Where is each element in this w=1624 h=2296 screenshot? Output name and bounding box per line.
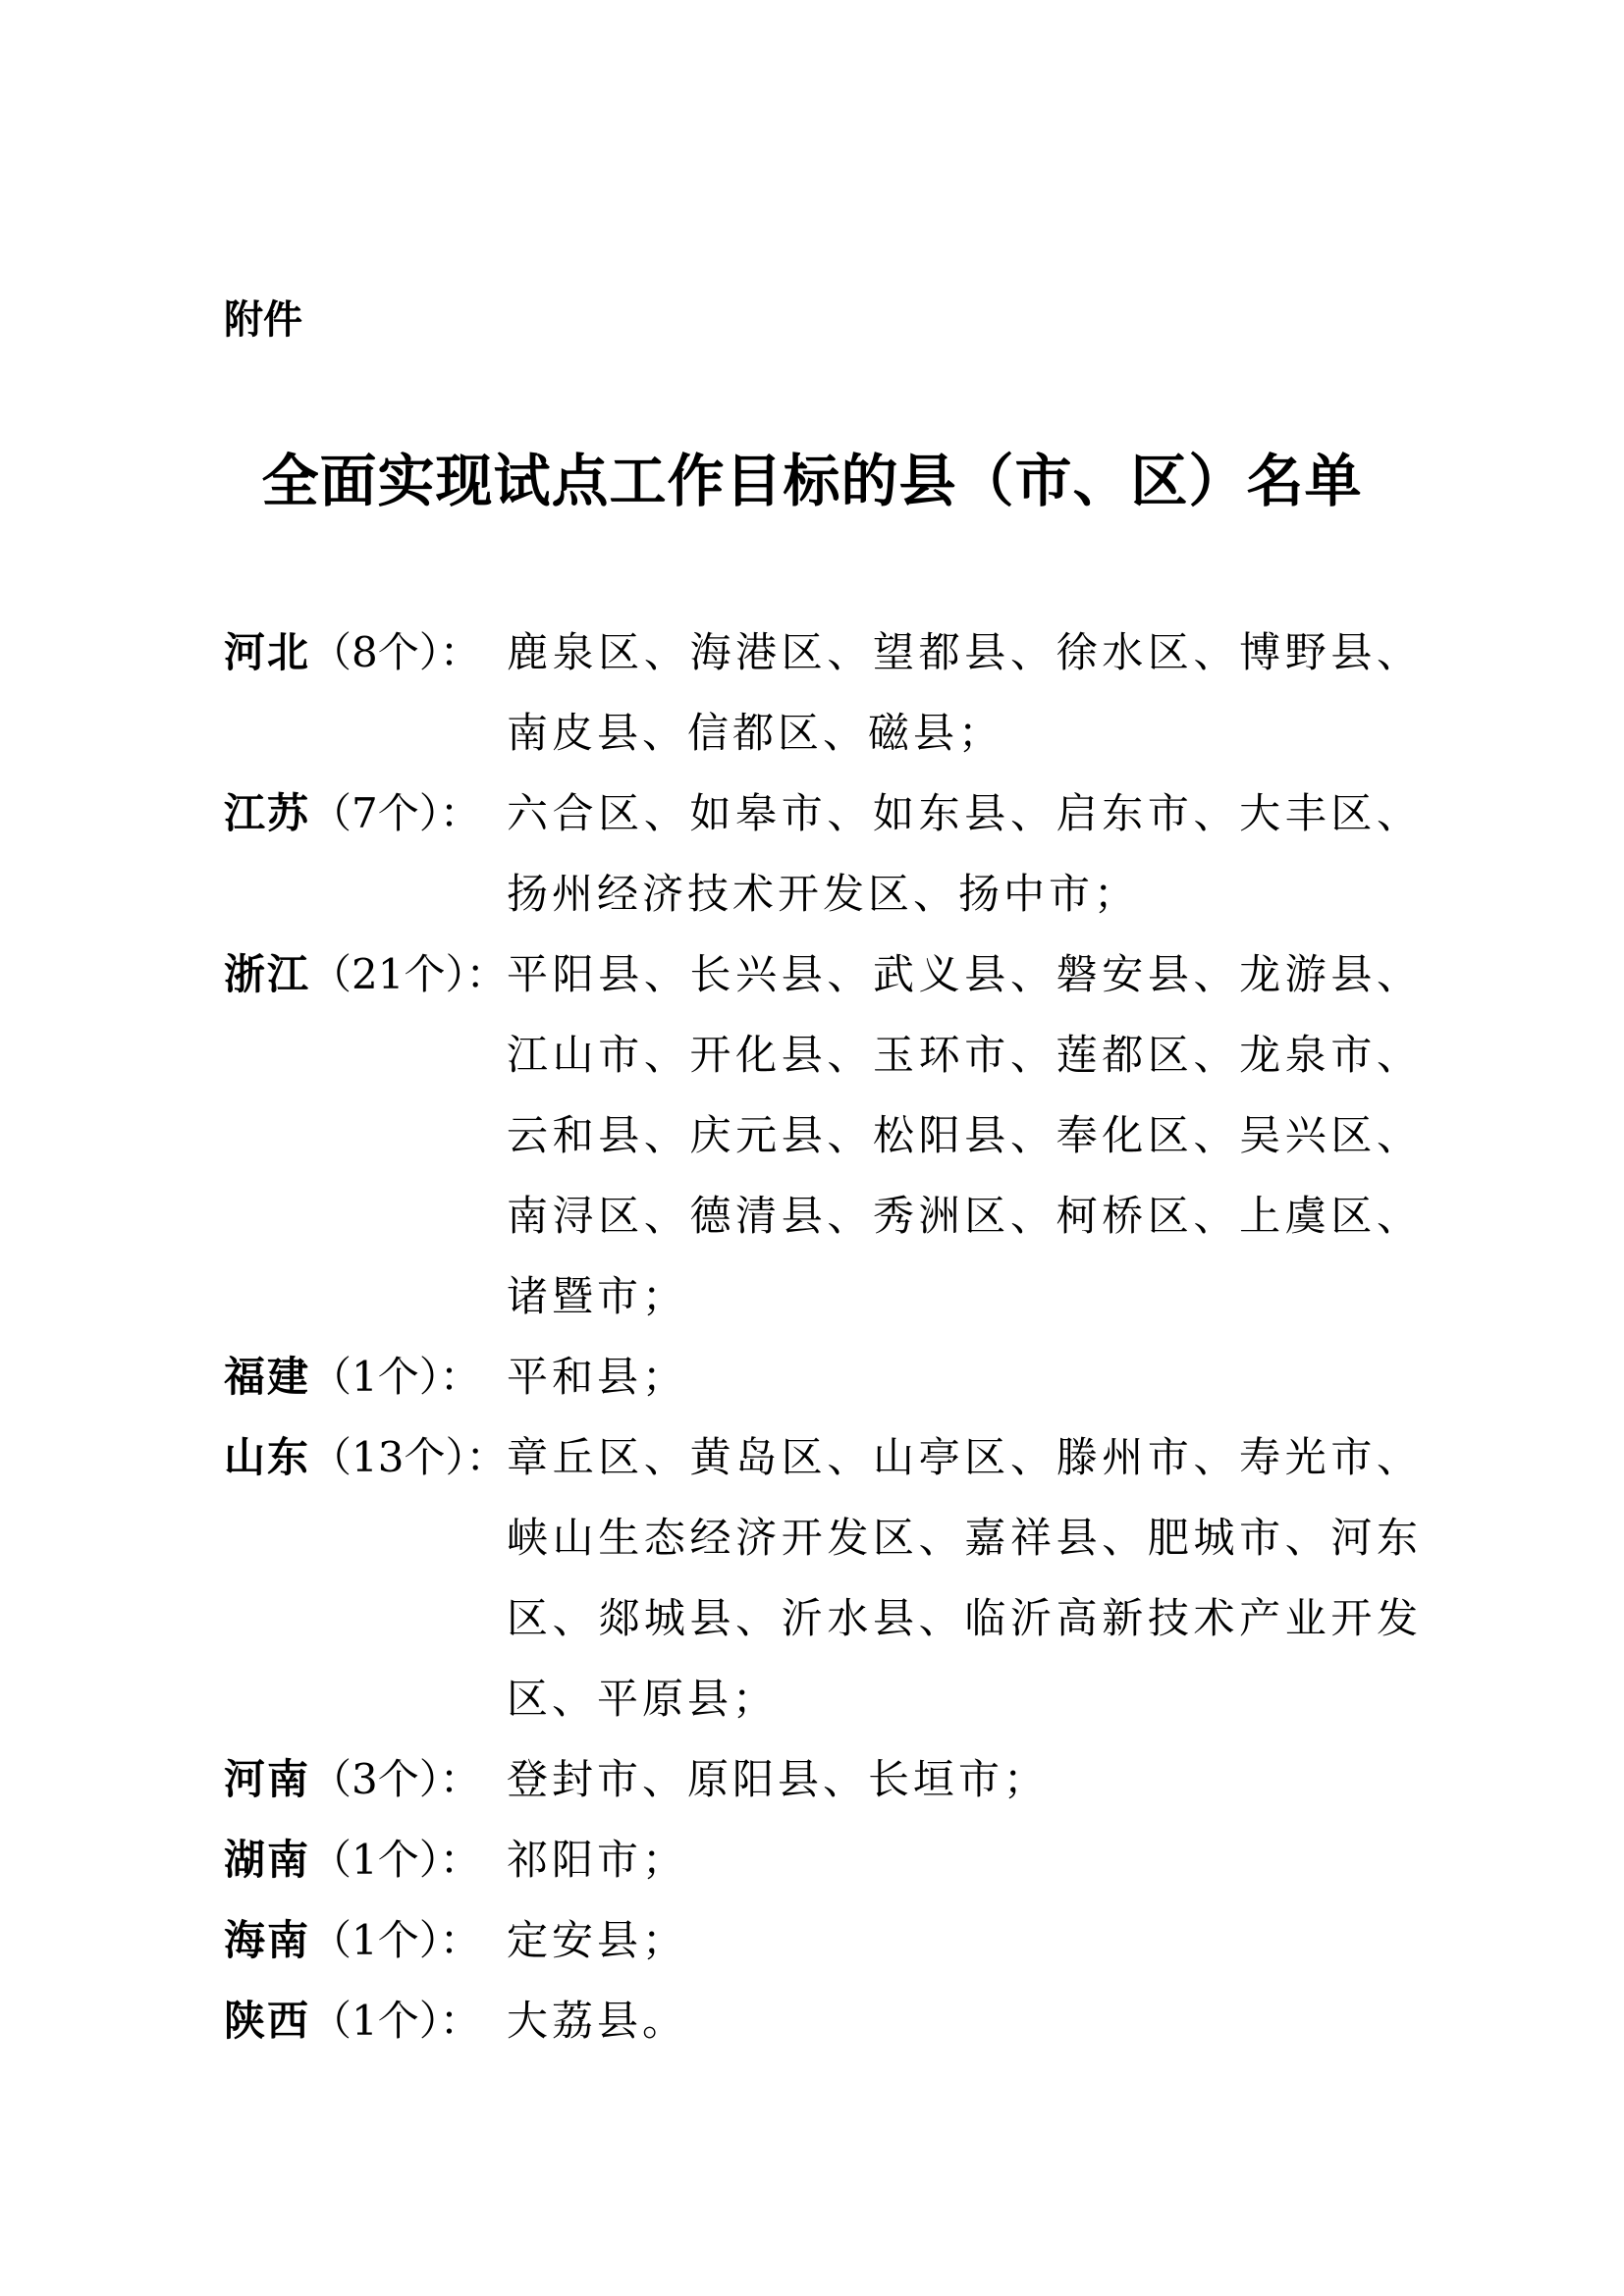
county-names: 平和县； bbox=[507, 1353, 688, 1401]
entry-label bbox=[224, 1739, 507, 1820]
entry-label bbox=[224, 934, 507, 1015]
county-names: 鹿泉区、海港区、望都县、徐水区、博野县、南皮县、信都区、磁县； bbox=[507, 628, 1422, 757]
entry-label bbox=[224, 613, 507, 693]
province-name: 海南 bbox=[224, 1916, 311, 1964]
county-names: 六合区、如皋市、如东县、启东市、大丰区、扬州经济技术开发区、扬中市； bbox=[507, 789, 1422, 918]
province-count: （1个）： bbox=[310, 1836, 481, 1884]
county-names: 平阳县、长兴县、武义县、磐安县、龙游县、江山市、开化县、玉环市、莲都区、龙泉市、云和县、庆元县、松阳县、奉化区、吴兴区、南浔区、德清县、秀洲区、柯桥区、上虞区、诸暨市； bbox=[507, 950, 1422, 1320]
province-name: 陕西 bbox=[224, 1997, 311, 2045]
list-item-hebei bbox=[224, 613, 1422, 774]
list-item-shandong bbox=[224, 1417, 1422, 1739]
entry-label bbox=[224, 1820, 507, 1900]
province-count: （7个）： bbox=[310, 789, 481, 837]
entry-label bbox=[224, 1981, 507, 2061]
province-count: （13个）： bbox=[310, 1433, 508, 1481]
province-count: （21个）： bbox=[310, 950, 508, 998]
province-count: （8个）： bbox=[310, 628, 481, 676]
list-item-jiangsu bbox=[224, 774, 1422, 934]
province-name: 江苏 bbox=[224, 789, 311, 837]
list-item-hunan bbox=[224, 1820, 1422, 1900]
province-count: （1个）： bbox=[310, 1916, 481, 1964]
province-name: 山东 bbox=[224, 1433, 311, 1481]
entry-label bbox=[224, 774, 507, 854]
entry-label bbox=[224, 1337, 507, 1417]
list-item-shaanxi bbox=[224, 1981, 1422, 2061]
county-names: 登封市、原阳县、长垣市； bbox=[507, 1755, 1050, 1803]
province-name: 福建 bbox=[224, 1353, 311, 1401]
list-item-zhejiang bbox=[224, 934, 1422, 1337]
province-count: （1个）： bbox=[310, 1997, 481, 2045]
county-list bbox=[224, 613, 1422, 2061]
province-count: （1个）： bbox=[310, 1353, 481, 1401]
province-name: 河南 bbox=[224, 1755, 311, 1803]
entry-label bbox=[224, 1417, 507, 1498]
province-name: 浙江 bbox=[224, 950, 311, 998]
entry-label bbox=[224, 1900, 507, 1981]
attachment-label: 附件 bbox=[224, 297, 302, 343]
province-name: 湖南 bbox=[224, 1836, 311, 1884]
county-names: 章丘区、黄岛区、山亭区、滕州市、寿光市、峡山生态经济开发区、嘉祥县、肥城市、河东区、郯城县、沂水县、临沂高新技术产业开发区、平原县； bbox=[507, 1433, 1422, 1723]
list-item-fujian bbox=[224, 1337, 1422, 1417]
list-item-henan bbox=[224, 1739, 1422, 1820]
province-name: 河北 bbox=[224, 628, 311, 676]
county-names: 大荔县。 bbox=[507, 1997, 688, 2045]
county-names: 定安县； bbox=[507, 1916, 688, 1964]
page-title: 全面实现试点工作目标的县（市、区）名单 bbox=[261, 448, 1363, 514]
list-item-hainan bbox=[224, 1900, 1422, 1981]
county-names: 祁阳市； bbox=[507, 1836, 688, 1884]
province-count: （3个）： bbox=[310, 1755, 481, 1803]
